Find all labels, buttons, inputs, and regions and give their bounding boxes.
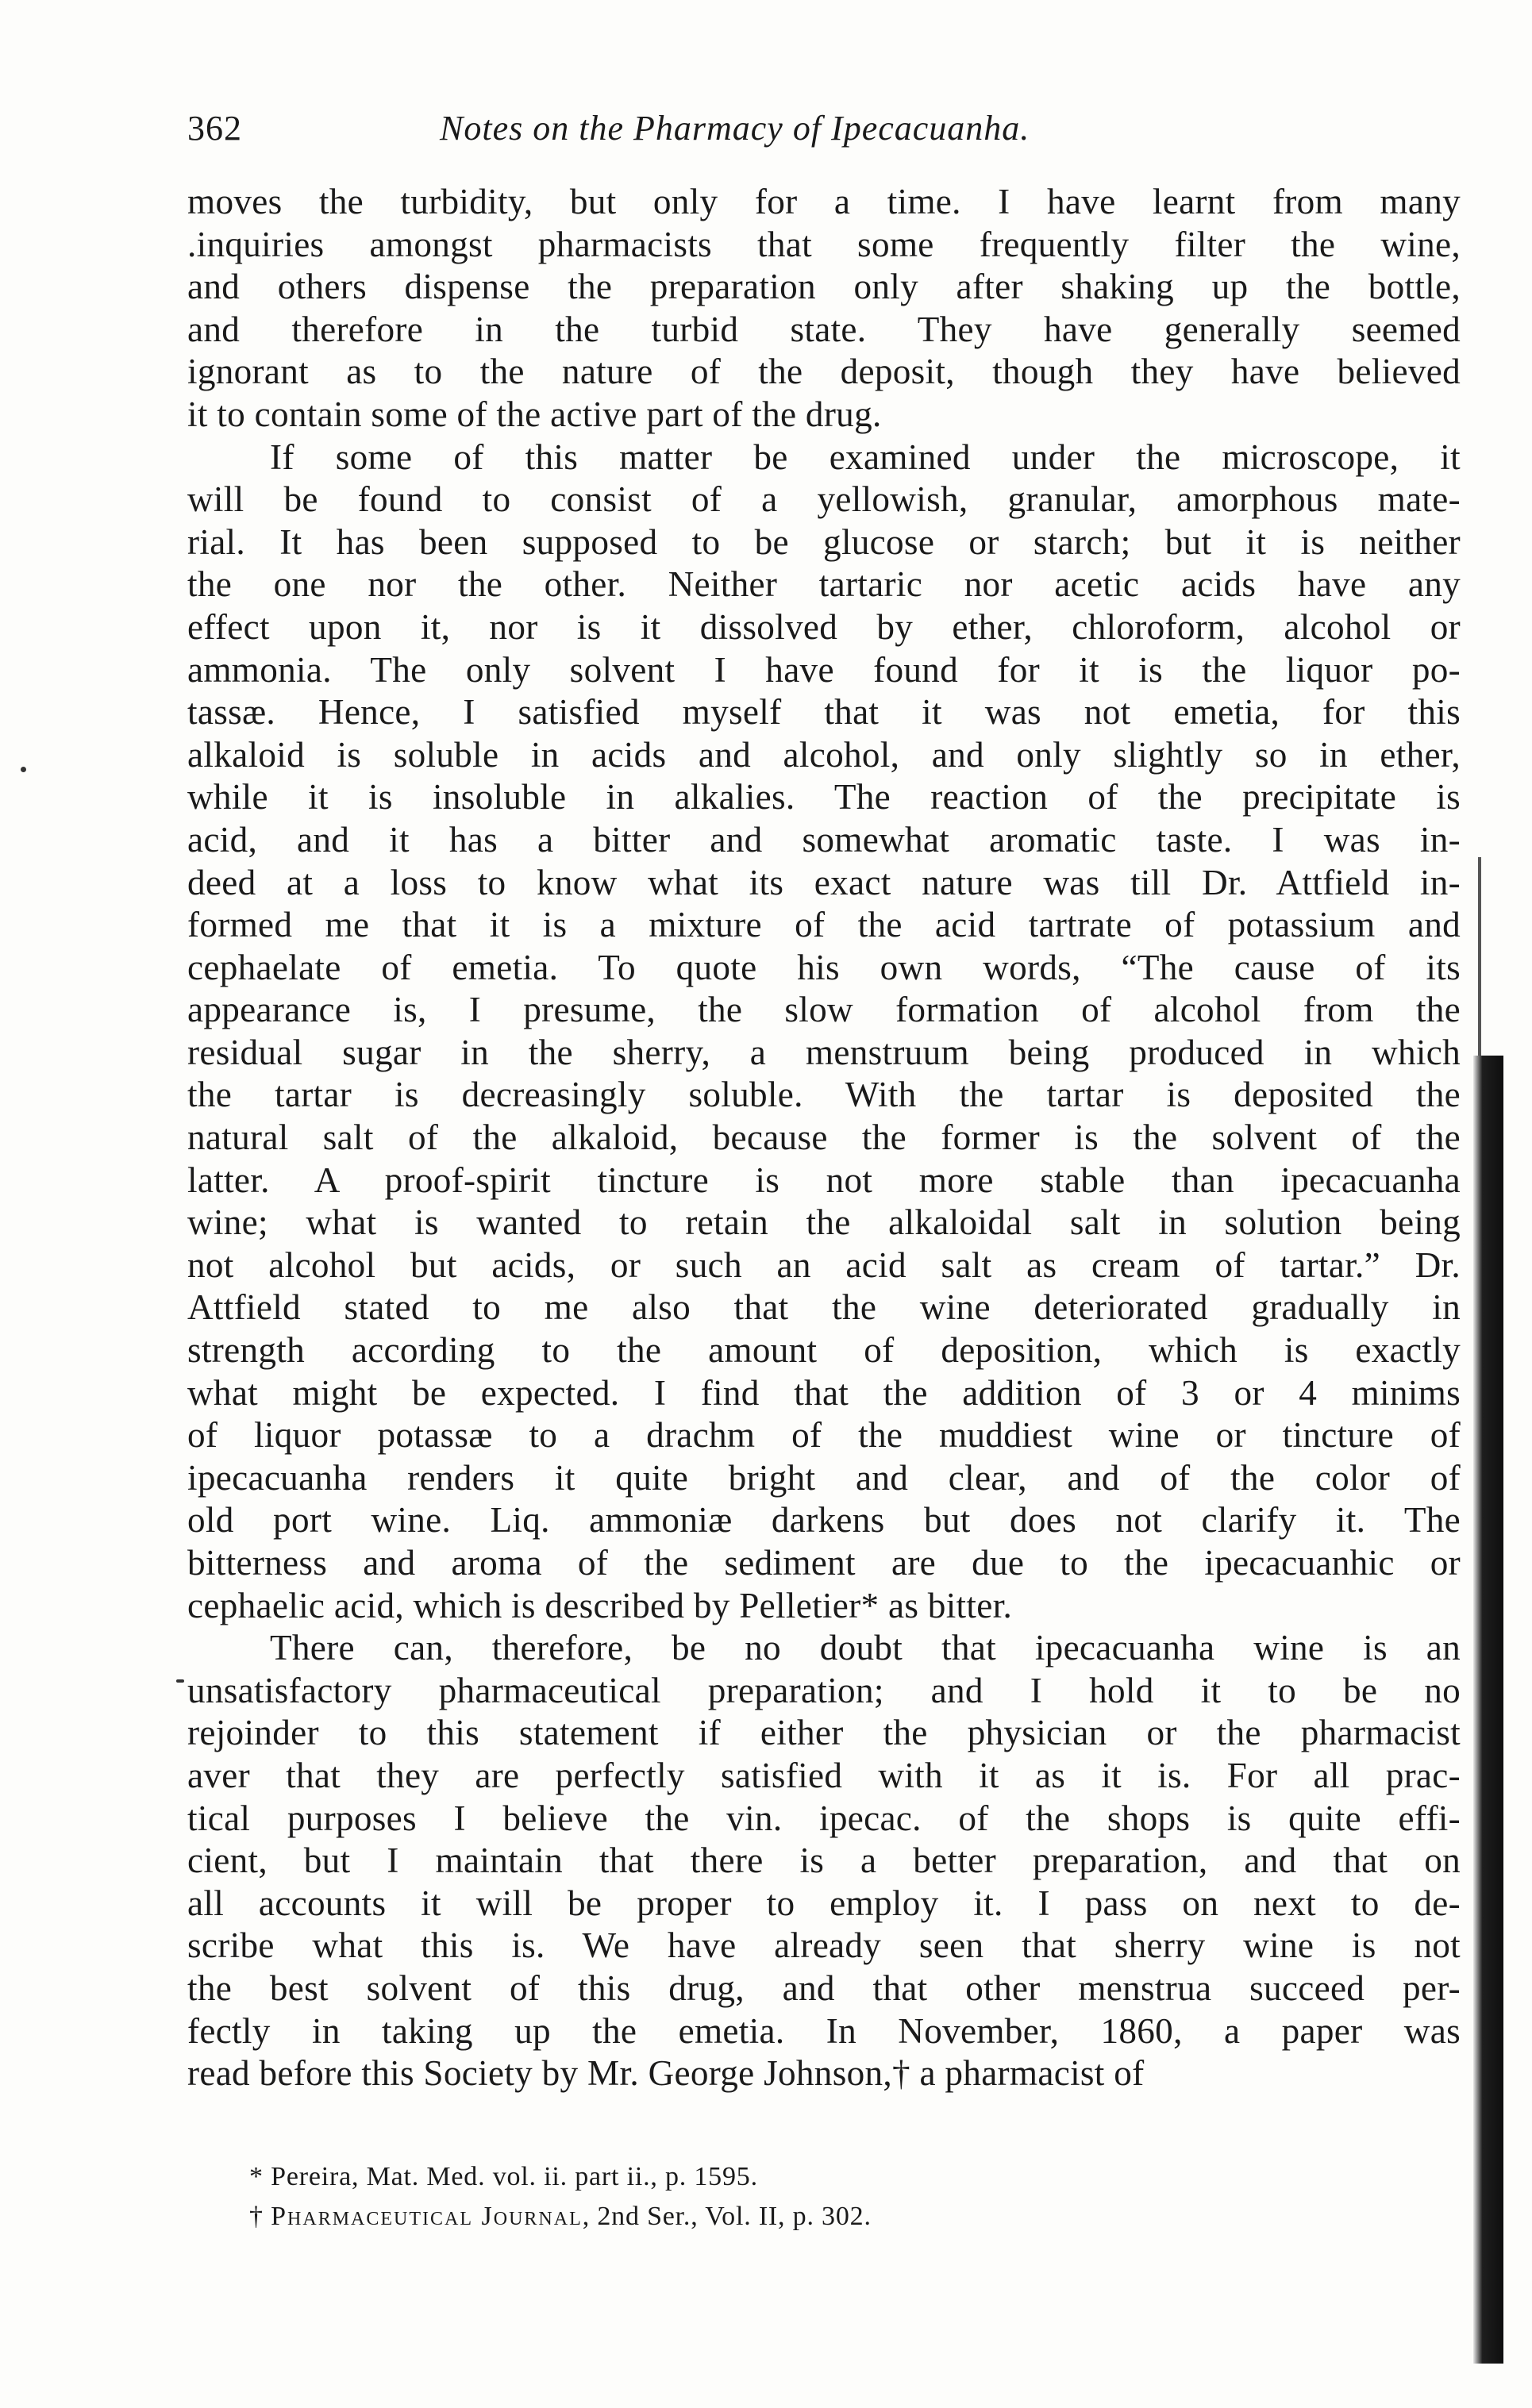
text-line: tassæ. Hence, I satisfied myself that it was not emetia, for this [187,692,1461,733]
text-line: and therefore in the turbid state. They have generally seemed [187,309,1461,349]
text-line: cephaelate of emetia. To quote his own words, “The cause of its [187,947,1461,987]
text-line: ignorant as to the nature of the deposit, though they have believed [187,352,1461,392]
text-line: effect upon it, nor is it dissolved by ether, chloroform, alcohol or [187,606,1461,647]
text-line: tical purposes I believe the vin. ipecac. of the shops is quite effi- [187,1798,1461,1838]
text-line: appearance is, I presume, the slow formation of alcohol from the [187,990,1461,1030]
text-line: will be found to consist of a yellowish, granular, amorphous mate- [187,479,1461,520]
page-number: 362 [187,109,242,148]
footnote-pharmaceutical-journal [249,2197,1440,2237]
scan-speck [176,1679,184,1683]
running-title: Notes on the Pharmacy of Ipecacuanha. [440,109,1030,148]
text-line: latter. A proof-spirit tincture is not more stable than ipecacuanha [187,1160,1461,1200]
footnote-text: Pereira, Mat. Med. vol. ii. part ii., p. 1595. [271,2162,758,2191]
page-header [187,105,1489,160]
text-line: the one nor the other. Neither tartaric nor acetic acids have any [187,564,1461,605]
text-line: If some of this matter be examined under the microscope, it [270,437,1461,477]
footnotes [249,2157,1440,2237]
text-line: ipecacuanha renders it quite bright and clear, and of the color of [187,1457,1461,1498]
text-line: fectly in taking up the emetia. In November, 1860, a paper was [187,2010,1461,2051]
text-line: Attfield stated to me also that the wine deteriorated gradually in [187,1287,1461,1328]
text-line: it to contain some of the active part of the drug. [187,394,882,434]
text-line: the best solvent of this drug, and that other menstrua succeed per- [187,1968,1461,2008]
footnote-pereira [249,2157,1440,2197]
paragraph [187,181,1461,437]
footnote-journal-name: Pharmaceutical Journal [271,2202,583,2231]
text-line: and others dispense the preparation only after shaking up the bottle, [187,267,1461,307]
text-line: strength according to the amount of deposition, which is exactly [187,1330,1461,1371]
scan-binding-shadow [1473,1056,1503,2364]
text-line: .inquiries amongst pharmacists that some frequently filter the wine, [187,224,1461,264]
text-line: deed at a loss to know what its exact nature was till Dr. Attfield in- [187,862,1461,902]
footnote-text: , 2nd Ser., Vol. II, p. 302. [582,2202,872,2231]
text-line: There can, therefore, be no doubt that ipecacuanha wine is an [270,1628,1461,1668]
text-line: the tartar is decreasingly soluble. With the tartar is deposited the [187,1075,1461,1115]
text-line: scribe what this is. We have already seen that sherry wine is not [187,1925,1461,1966]
body-text [187,181,1461,2095]
text-line: of liquor potassæ to a drachm of the muddiest wine or tincture of [187,1415,1461,1456]
text-line: bitterness and aroma of the sediment are due to the ipecacuanhic or [187,1543,1461,1583]
text-line: rial. It has been supposed to be glucose or starch; but it is neither [187,521,1461,562]
text-line: while it is insoluble in alkalies. The reaction of the precipitate is [187,777,1461,817]
paragraph [187,1627,1461,2095]
text-line: residual sugar in the sherry, a menstruum being produced in which [187,1032,1461,1072]
text-line: ammonia. The only solvent I have found for it is the liquor po- [187,649,1461,690]
text-line: what might be expected. I find that the addition of 3 or 4 minims [187,1372,1461,1413]
footnote-mark: † [249,2202,264,2231]
text-line: formed me that it is a mixture of the acid tartrate of potassium and [187,905,1461,945]
text-line: natural salt of the alkaloid, because the former is the solvent of the [187,1117,1461,1158]
text-line: all accounts it will be proper to employ it. I pass on next to de- [187,1883,1461,1923]
text-line: alkaloid is soluble in acids and alcohol, and only slightly so in ether, [187,734,1461,775]
text-line: old port wine. Liq. ammoniæ darkens but does not clarify it. The [187,1500,1461,1541]
text-line: read before this Society by Mr. George Johnson,† a pharmacist of [187,2053,1145,2094]
text-line: aver that they are perfectly satisfied with it as it is. For all prac- [187,1755,1461,1795]
text-line: not alcohol but acids, or such an acid salt as cream of tartar.” Dr. [187,1244,1461,1285]
paragraph [187,437,1461,1628]
scan-speck [21,767,26,772]
text-line: acid, and it has a bitter and somewhat aromatic taste. I was in- [187,819,1461,860]
text-line: moves the turbidity, but only for a time. I have learnt from many [187,182,1461,221]
text-line: wine; what is wanted to retain the alkaloidal salt in solution being [187,1202,1461,1243]
text-line: cephaelic acid, which is described by Pelletier* as bitter. [187,1585,1013,1625]
footnote-mark: * [249,2162,264,2191]
text-line: cient, but I maintain that there is a better preparation, and that on [187,1841,1461,1881]
text-line: unsatisfactory pharmaceutical preparation; and I hold it to be no [187,1670,1461,1710]
scan-margin-shadow [1478,857,1481,1056]
text-line: rejoinder to this statement if either the physician or the pharmacist [187,1713,1461,1753]
